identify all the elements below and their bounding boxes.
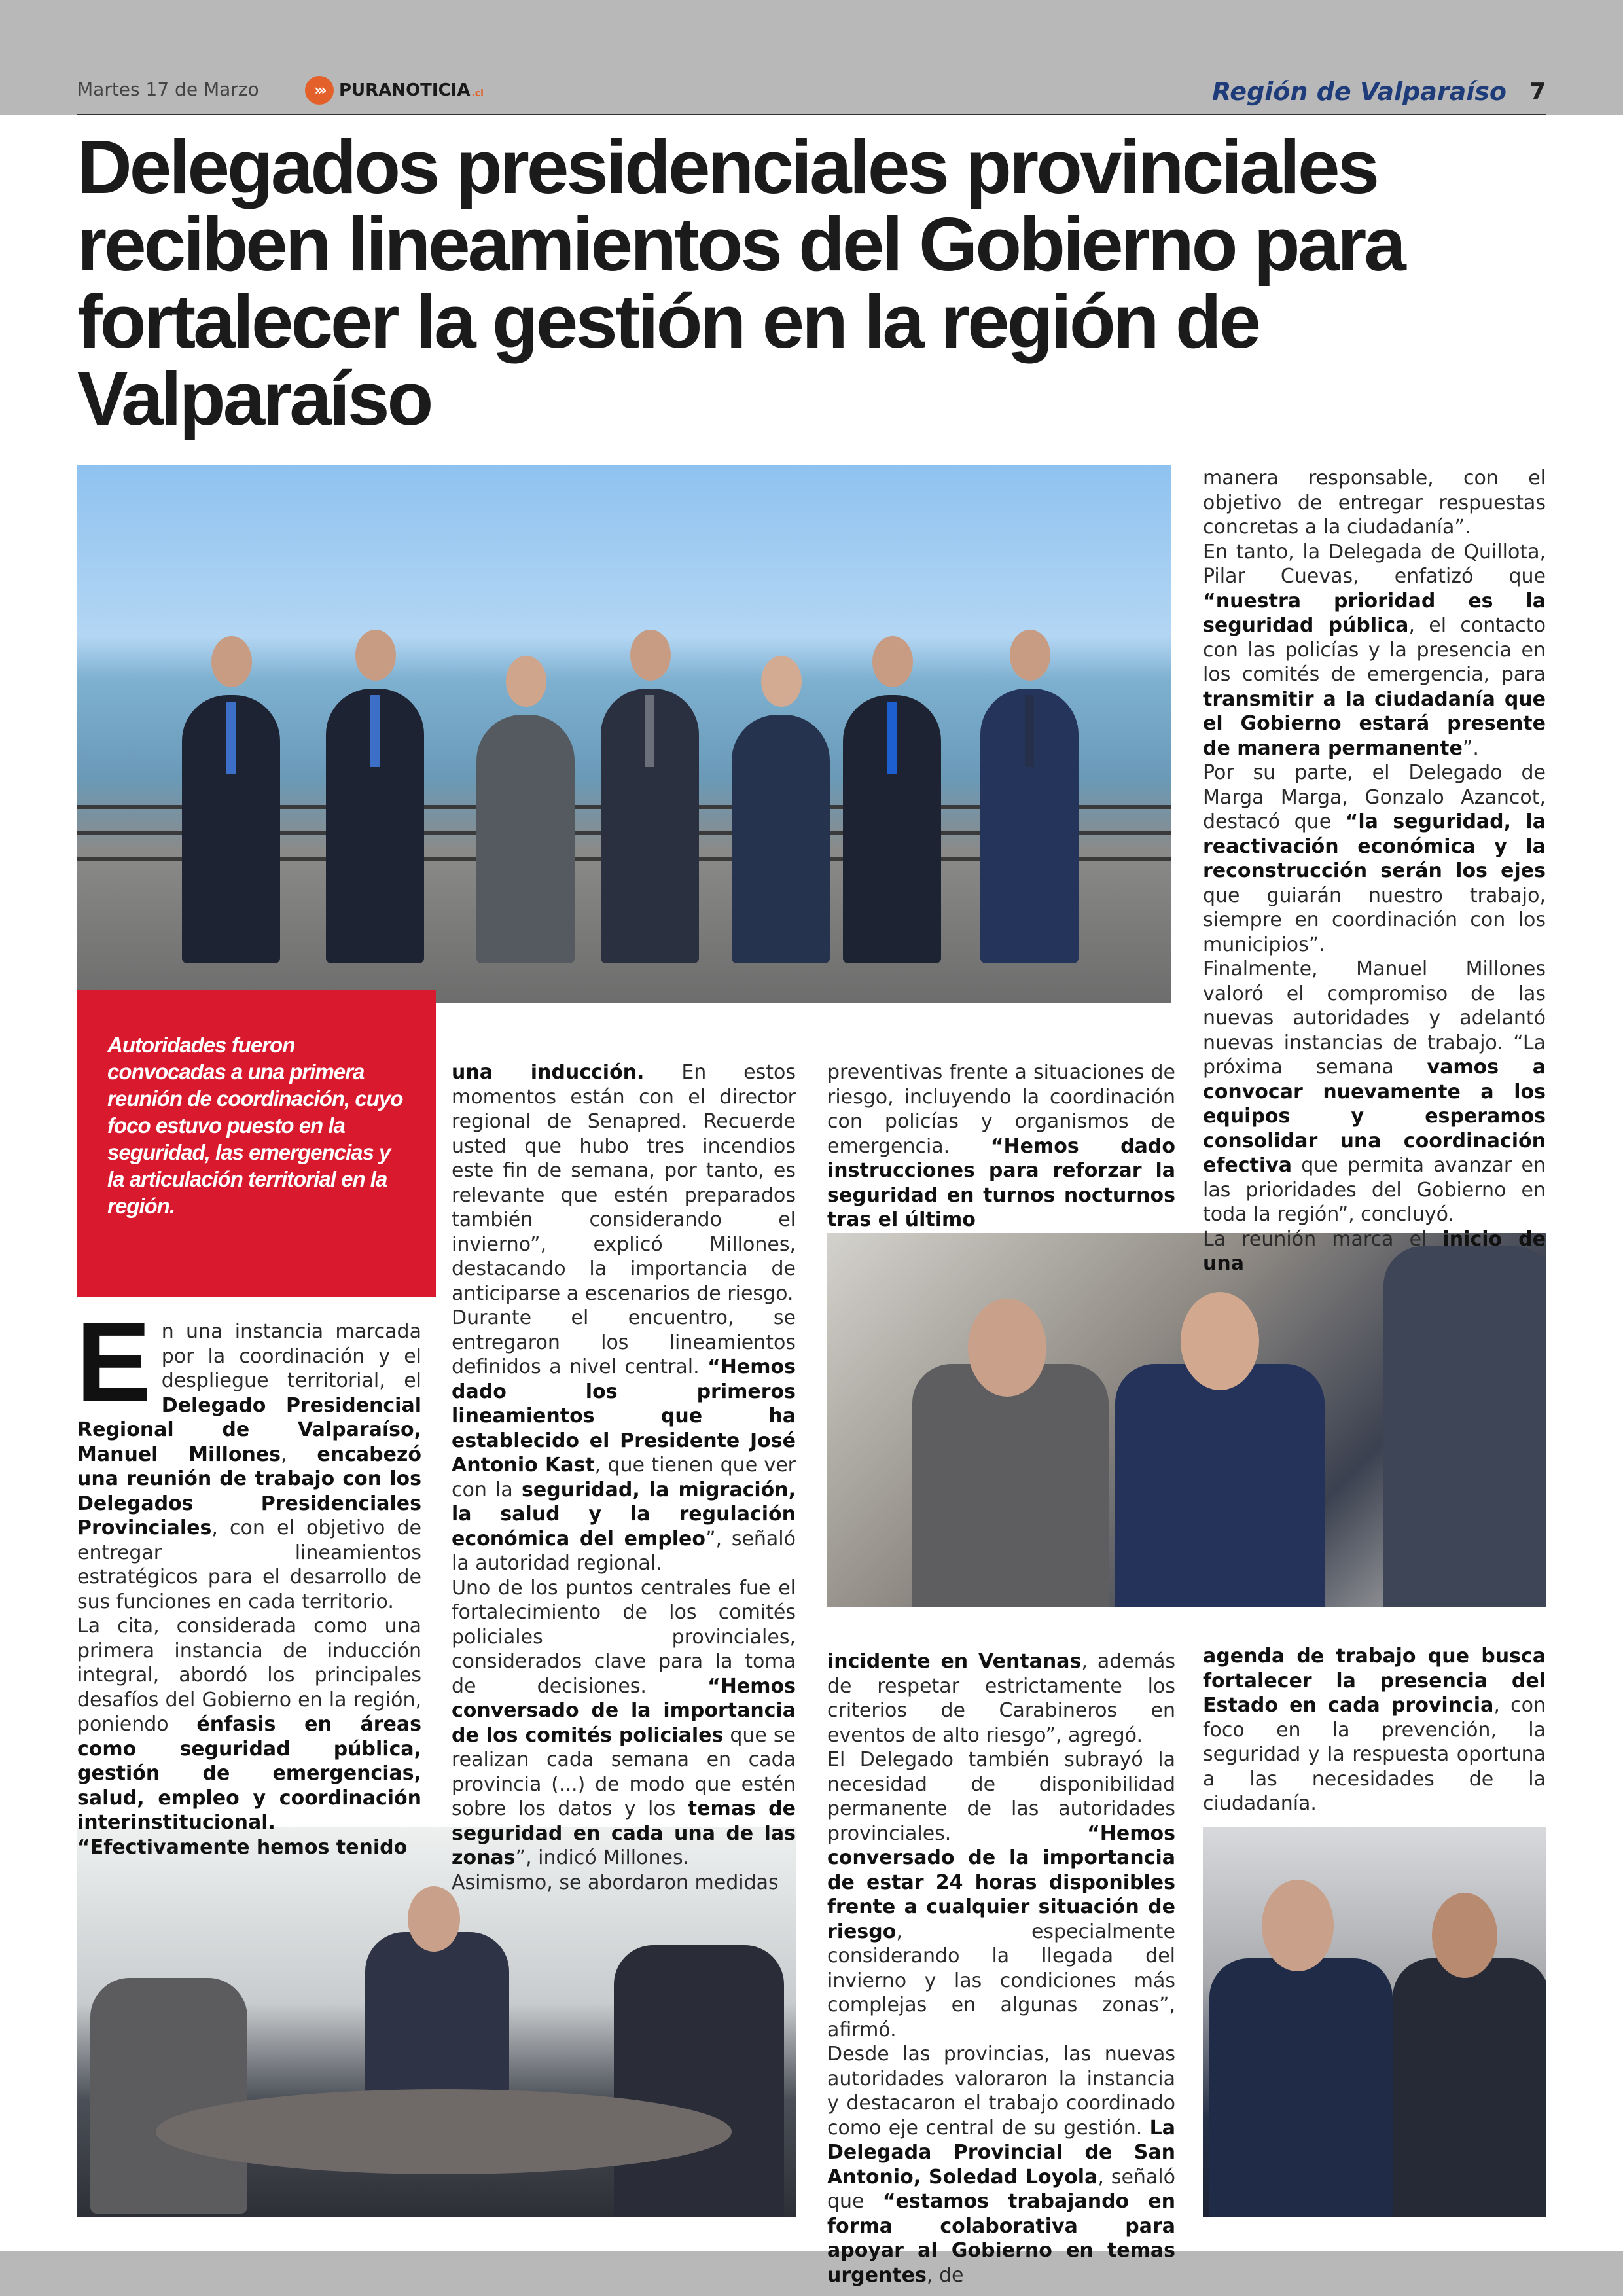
person-figure <box>182 695 280 963</box>
photo-caption-callout <box>77 990 436 1297</box>
person-figure <box>843 695 941 963</box>
section-title: Región de Valparaíso <box>1211 77 1507 106</box>
person-figure <box>732 715 830 963</box>
logo-suffix: .cl <box>471 88 484 99</box>
group-photo-authorities <box>77 465 1171 1003</box>
logo-arrows-icon: ››› <box>305 76 334 105</box>
drop-cap: E <box>76 1299 151 1425</box>
issue-date: Martes 17 de Marzo <box>77 79 259 100</box>
article-column-1: En una instancia marcada por la coordinación y el despliegue territorial, el Delegado Presidencial Regional de Valparaíso, Manuel Millones, encabezó una reunión de trabajo con los Delegados Presidenciales Provinciales, con el objetivo de entregar lineamientos estratégicos para el desarrollo de sus funciones en cada territorio. La cita, considerada como una primera instancia de inducción integral, abordó los principales desafíos del Gobierno en la región, poniendo énfasis en áreas como seguridad pública, gestión de emergencias, salud, empleo y coordinación interinstitucional. “Efectivamente hemos tenido <box>76 1299 421 1859</box>
article-column-4-bottom: agenda de trabajo que busca fortalecer la presencia del Estado en cada provincia, con foco en la prevención, la seguridad y la respuesta oportuna a las necesidades de la ciudadanía. <box>1203 1645 1546 1815</box>
header-divider <box>77 114 1546 115</box>
article-column-4-top: manera responsable, con el objetivo de entregar respuestas concretas a la ciudadanía”. En tanto, la Delegada de Quillota, Pilar Cuevas, enfatizó que “nuestra prioridad es la seguridad pública, el contacto con las policías y la presencia en los comités de emergencia, para transmitir a la ciudadanía que el Gobierno estará presente de manera permanente”. Por su parte, el Delegado de Marga Marga, Gonzalo Azancot, destacó que “la seguridad, la reactivación económica y la reconstrucción serán los ejes que guiarán nuestro trabajo, siempre en coordinación con los municipios”. Finalmente, Manuel Millones valoró el compromiso de las nuevas autoridades y adelantó nuevas instancias de trabajo. “La próxima semana vamos a convocar nuevamente a los equipos y esperamos consolidar una coordinación efectiva que permita avanzar en las prioridades del Gobierno en toda la región”, concluyó. La reunión marca el inicio de una <box>1203 467 1546 1275</box>
person-figure <box>326 689 424 963</box>
article-column-2: una inducción. En estos momentos están con el director regional de Senapred. Recuerde usted que hubo tres incendios este fin de semana, por tanto, es relevante que estén preparados también considerando el invierno”, explicó Millones, destacando la importancia de anticiparse a escenarios de riesgo. Durante el encuentro, se entregaron los lineamientos definidos a nivel central. “Hemos dado los primeros lineamientos que ha establecido el Presidente José Antonio Kast, que tienen que ver con la seguridad, la migración, la salud y la regulación económica del empleo”, señaló la autoridad regional. Uno de los puntos centrales fue el fortalecimiento de los comités policiales provinciales, considerados clave para la toma de decisiones. “Hemos conversado de la importancia de los comités policiales que se realizan cada semana en cada provincia (...) de modo que estén sobre los datos y los temas de seguridad en cada una de las zonas”, indicó Millones. Asimismo, se abordaron medidas <box>452 1061 796 1894</box>
callout-text: Autoridades fueron convocadas a una primera reunión de coordinación, cuyo foco estuvo puesto en la seguridad, las emergencias y la articulación territorial en la región. <box>107 1033 403 1218</box>
article-column-3-top: preventivas frente a situaciones de riesgo, incluyendo la coordinación con policías y organismos de emergencia. “Hemos dado instrucciones para reforzar la seguridad en turnos nocturnos tras el último <box>827 1061 1175 1231</box>
article-headline: Delegados presidenciales provinciales reciben lineamientos del Gobierno para fortalecer la gestión en la región de Valparaíso <box>77 124 1404 441</box>
person-figure <box>980 689 1079 963</box>
logo-text: PURANOTICIA <box>339 81 471 100</box>
person-figure <box>476 715 575 963</box>
person-figure <box>601 689 699 963</box>
article-column-3-bottom: incidente en Ventanas, además de respetar estrictamente los criterios de Carabineros en eventos de alto riesgo”, agregó. El Delegado también subrayó la necesidad de disponibilidad permanente de las autoridades provinciales. “Hemos conversado de la importancia de estar 24 horas disponibles frente a cualquier situación de riesgo, especialmente considerando la llegada del invierno y las condiciones más complejas en algunas zonas”, afirmó. Desde las provincias, las nuevas autoridades valoraron la instancia y destacaron el trabajo coordinado como eje central de su gestión. La Delegada Provincial de San Antonio, Soledad Loyola, señaló que “estamos trabajando en forma colaborativa para apoyar al Gobierno en temas urgentes, de <box>827 1650 1175 2287</box>
page-number: 7 <box>1529 79 1546 105</box>
meeting-photo-delegates <box>827 1233 1546 1607</box>
meeting-photo-delegates-men <box>1203 1827 1546 2217</box>
publication-logo <box>305 76 484 105</box>
